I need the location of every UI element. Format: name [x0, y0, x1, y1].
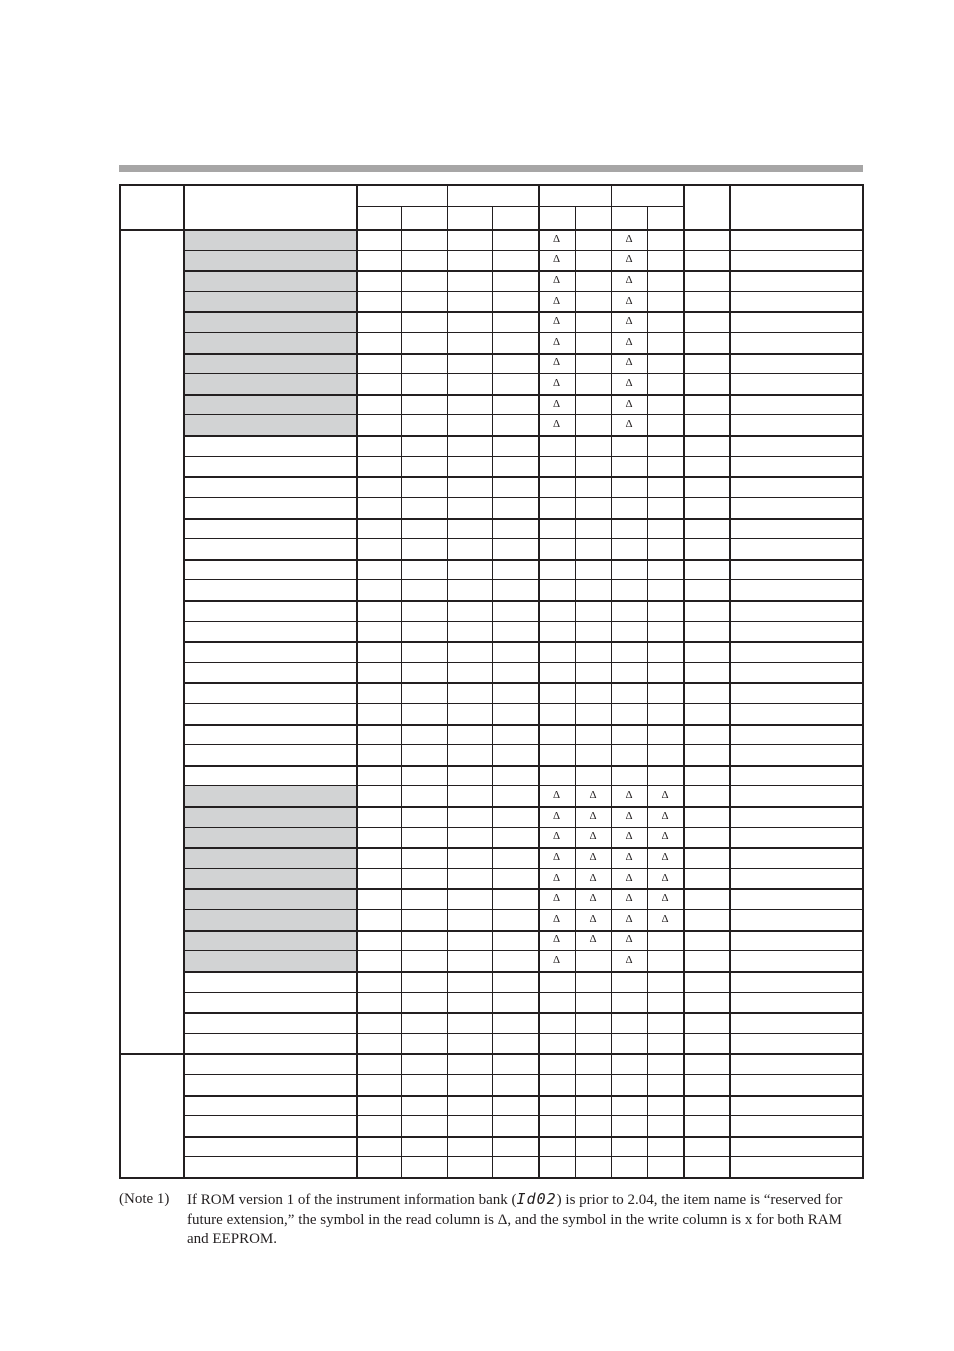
symbol-cell: Δ — [625, 912, 633, 925]
symbol-cell: Δ — [625, 933, 633, 946]
symbol-cell: Δ — [552, 315, 561, 328]
symbol-cell — [575, 579, 611, 600]
symbol-cell — [538, 497, 575, 518]
symbol-cell — [575, 662, 611, 683]
subheader-line — [356, 206, 683, 207]
footnote-text-before: If ROM version 1 of the instrument information bank ( — [187, 1192, 517, 1208]
symbol-cell — [647, 270, 683, 291]
shaded-item-cell — [184, 848, 356, 868]
symbol-cell: Δ — [552, 933, 561, 946]
footnote-text — [187, 1190, 864, 1250]
symbol-cell — [575, 476, 611, 497]
symbol-cell — [575, 518, 611, 539]
row-line — [183, 497, 863, 498]
symbol-cell — [647, 1115, 683, 1136]
symbol-cell — [647, 1053, 683, 1074]
symbol-cell — [647, 682, 683, 703]
row-line — [183, 806, 863, 808]
symbol-cell — [575, 353, 611, 374]
symbol-cell — [611, 579, 647, 600]
bank-code: Id02 — [516, 1190, 557, 1208]
symbol-cell — [647, 724, 683, 745]
symbol-cell: Δ — [589, 830, 597, 843]
symbol-cell — [611, 971, 647, 992]
symbol-cell: Δ — [661, 892, 669, 905]
table-border-bottom — [119, 1177, 864, 1179]
symbol-cell — [575, 373, 611, 394]
symbol-cell — [647, 559, 683, 580]
symbol-cell — [575, 744, 611, 765]
symbol-cell — [538, 1156, 575, 1177]
row-line — [183, 868, 863, 869]
symbol-cell — [611, 518, 647, 539]
symbol-cell — [647, 353, 683, 374]
shaded-item-cell — [184, 271, 356, 291]
row-line — [183, 518, 863, 520]
symbol-cell — [538, 435, 575, 456]
symbol-cell — [611, 662, 647, 683]
symbol-cell: Δ — [625, 232, 633, 245]
row-line — [183, 291, 863, 292]
symbol-cell — [647, 600, 683, 621]
shaded-item-cell — [184, 395, 356, 415]
row-line — [183, 332, 863, 333]
symbol-cell: Δ — [589, 912, 597, 925]
symbol-cell — [538, 682, 575, 703]
symbol-cell — [575, 394, 611, 415]
symbol-cell: Δ — [625, 274, 633, 286]
symbol-cell — [575, 765, 611, 786]
shaded-item-cell — [184, 910, 356, 930]
symbol-cell: Δ — [552, 356, 561, 369]
symbol-cell — [538, 518, 575, 539]
symbol-cell: Δ — [625, 418, 633, 431]
row-line — [183, 1095, 863, 1097]
row-line — [183, 1115, 863, 1116]
symbol-cell: Δ — [552, 418, 561, 431]
row-line — [183, 847, 863, 849]
symbol-cell: Δ — [661, 851, 669, 864]
shaded-item-cell — [184, 415, 356, 435]
symbol-cell — [538, 662, 575, 683]
symbol-cell — [575, 1115, 611, 1136]
shaded-item-cell — [184, 354, 356, 374]
row-line — [183, 373, 863, 374]
symbol-cell: Δ — [552, 232, 561, 245]
symbol-cell — [575, 435, 611, 456]
symbol-cell — [611, 682, 647, 703]
row-line — [183, 724, 863, 726]
shaded-item-cell — [184, 828, 356, 848]
symbol-cell — [647, 662, 683, 683]
symbol-cell — [647, 641, 683, 662]
symbol-cell: Δ — [552, 892, 561, 905]
symbol-cell: Δ — [589, 892, 597, 905]
symbol-cell — [611, 476, 647, 497]
symbol-cell: Δ — [661, 871, 669, 884]
symbol-cell — [538, 1053, 575, 1074]
symbol-cell — [538, 971, 575, 992]
symbol-cell: Δ — [552, 294, 561, 307]
symbol-cell — [647, 250, 683, 271]
symbol-cell — [538, 476, 575, 497]
symbol-cell — [575, 229, 611, 250]
shaded-item-cell — [184, 889, 356, 909]
row-line — [183, 785, 863, 786]
symbol-cell: Δ — [625, 294, 633, 307]
symbol-cell — [647, 414, 683, 435]
footnote-text-after: ) is prior to 2.04, the item name is “reserved for future extension,” the symbol in the read column is Δ, and the symbol in the write column is x for both RAM and EEPROM. — [187, 1192, 843, 1247]
symbol-cell: Δ — [589, 933, 597, 946]
symbol-cell — [611, 1074, 647, 1095]
symbol-cell — [575, 414, 611, 435]
symbol-cell — [647, 744, 683, 765]
symbol-cell — [538, 538, 575, 559]
row-line — [183, 1074, 863, 1075]
symbol-cell — [538, 724, 575, 745]
symbol-cell — [538, 600, 575, 621]
row-line — [183, 703, 863, 704]
symbol-cell — [538, 765, 575, 786]
symbol-cell: Δ — [552, 912, 561, 925]
subcolumn-line — [492, 206, 493, 1177]
symbol-cell — [611, 1115, 647, 1136]
row-line — [183, 621, 863, 622]
symbol-cell: Δ — [625, 335, 633, 348]
shaded-item-cell — [184, 786, 356, 806]
symbol-cell — [611, 992, 647, 1013]
symbol-cell: Δ — [661, 809, 669, 822]
symbol-cell — [538, 621, 575, 642]
symbol-cell: Δ — [661, 912, 669, 925]
symbol-cell — [647, 950, 683, 971]
row-line — [183, 1136, 863, 1138]
symbol-cell — [575, 332, 611, 353]
symbol-cell — [647, 456, 683, 477]
symbol-cell — [647, 311, 683, 332]
symbol-cell — [647, 291, 683, 312]
symbol-cell — [647, 476, 683, 497]
symbol-cell — [575, 538, 611, 559]
symbol-cell — [611, 765, 647, 786]
symbol-cell — [647, 1074, 683, 1095]
symbol-cell: Δ — [552, 954, 561, 967]
symbol-cell — [575, 497, 611, 518]
symbol-cell — [538, 1074, 575, 1095]
symbol-cell — [575, 1074, 611, 1095]
symbol-cell — [538, 456, 575, 477]
row-line — [183, 1033, 863, 1034]
symbol-cell — [647, 621, 683, 642]
symbol-cell: Δ — [552, 789, 561, 802]
symbol-cell: Δ — [661, 830, 669, 843]
symbol-cell: Δ — [589, 789, 597, 802]
symbol-cell: Δ — [552, 335, 561, 348]
symbol-cell — [611, 724, 647, 745]
subcolumn-line — [401, 206, 402, 1177]
symbol-cell: Δ — [625, 954, 633, 967]
symbol-cell — [575, 1053, 611, 1074]
row-line — [183, 311, 863, 313]
symbol-cell — [575, 724, 611, 745]
symbol-cell — [647, 538, 683, 559]
symbol-cell — [647, 332, 683, 353]
row-line — [183, 579, 863, 580]
symbol-cell: Δ — [625, 851, 633, 864]
shaded-item-cell — [184, 333, 356, 353]
symbol-cell — [647, 394, 683, 415]
symbol-cell — [538, 992, 575, 1013]
row-line — [183, 1156, 863, 1157]
symbol-cell — [575, 950, 611, 971]
symbol-cell — [575, 559, 611, 580]
symbol-cell: Δ — [625, 253, 633, 266]
symbol-cell — [611, 641, 647, 662]
symbol-cell: Δ — [625, 830, 633, 843]
symbol-cell: Δ — [625, 397, 633, 410]
symbol-cell — [575, 641, 611, 662]
symbol-cell: Δ — [552, 274, 561, 286]
shaded-item-cell — [184, 807, 356, 827]
symbol-cell — [647, 930, 683, 951]
symbol-cell — [575, 270, 611, 291]
symbol-cell: Δ — [552, 809, 561, 822]
symbol-cell — [647, 497, 683, 518]
symbol-cell: Δ — [589, 871, 597, 884]
row-line — [183, 641, 863, 643]
symbol-cell: Δ — [625, 809, 633, 822]
row-line — [183, 600, 863, 602]
symbol-cell — [647, 373, 683, 394]
symbol-cell — [611, 1156, 647, 1177]
symbol-cell — [611, 600, 647, 621]
symbol-cell — [647, 1095, 683, 1116]
symbol-cell: Δ — [625, 377, 633, 390]
shaded-item-cell — [184, 374, 356, 394]
symbol-cell — [647, 1012, 683, 1033]
symbol-cell — [611, 435, 647, 456]
row-line — [183, 930, 863, 932]
symbol-cell — [647, 992, 683, 1013]
symbol-cell: Δ — [625, 892, 633, 905]
symbol-cell — [647, 229, 683, 250]
symbol-cell — [575, 1156, 611, 1177]
shaded-item-cell — [184, 230, 356, 250]
symbol-cell — [647, 518, 683, 539]
symbol-cell — [538, 1033, 575, 1054]
shaded-item-cell — [184, 312, 356, 332]
row-line — [183, 559, 863, 561]
symbol-cell: Δ — [625, 871, 633, 884]
symbol-cell — [611, 621, 647, 642]
symbol-cell — [538, 703, 575, 724]
shaded-item-cell — [184, 931, 356, 951]
symbol-cell — [575, 703, 611, 724]
symbol-cell — [611, 559, 647, 580]
symbol-cell — [611, 1033, 647, 1054]
symbol-cell — [538, 579, 575, 600]
symbol-cell — [575, 1012, 611, 1033]
row-line — [183, 950, 863, 951]
symbol-cell — [575, 621, 611, 642]
symbol-cell — [575, 1033, 611, 1054]
symbol-cell — [647, 971, 683, 992]
shaded-item-cell — [184, 951, 356, 971]
symbol-cell: Δ — [589, 851, 597, 864]
symbol-cell — [575, 600, 611, 621]
row-line — [183, 744, 863, 745]
shaded-item-cell — [184, 869, 356, 889]
row-line — [119, 1053, 863, 1055]
symbol-cell: Δ — [625, 315, 633, 328]
symbol-cell — [647, 1156, 683, 1177]
symbol-cell — [611, 1136, 647, 1157]
symbol-cell — [575, 456, 611, 477]
symbol-cell — [575, 291, 611, 312]
row-line — [183, 476, 863, 478]
symbol-cell: Δ — [625, 356, 633, 369]
row-line — [183, 456, 863, 457]
symbol-cell: Δ — [552, 397, 561, 410]
symbol-cell: Δ — [625, 789, 633, 802]
table-border-left — [119, 184, 121, 1179]
symbol-cell — [575, 1136, 611, 1157]
symbol-cell: Δ — [552, 871, 561, 884]
symbol-cell — [575, 1095, 611, 1116]
row-line — [183, 765, 863, 767]
symbol-cell — [538, 641, 575, 662]
symbol-cell — [575, 992, 611, 1013]
symbol-cell — [611, 744, 647, 765]
row-line — [183, 353, 863, 355]
shaded-item-cell — [184, 292, 356, 312]
row-line — [183, 250, 863, 251]
symbol-cell: Δ — [552, 851, 561, 864]
symbol-cell — [647, 765, 683, 786]
symbol-cell: Δ — [552, 377, 561, 390]
symbol-cell — [647, 1136, 683, 1157]
symbol-cell — [575, 682, 611, 703]
symbol-cell — [611, 538, 647, 559]
row-line — [183, 538, 863, 539]
symbol-cell — [538, 1136, 575, 1157]
symbol-cell — [538, 744, 575, 765]
symbol-cell — [575, 971, 611, 992]
symbol-cell: Δ — [552, 253, 561, 266]
footnote-label: (Note 1) — [119, 1191, 170, 1207]
symbol-cell — [538, 1095, 575, 1116]
symbol-cell — [611, 1012, 647, 1033]
symbol-cell — [611, 456, 647, 477]
symbol-cell — [647, 1033, 683, 1054]
symbol-cell — [647, 703, 683, 724]
row-line — [183, 888, 863, 890]
row-line — [183, 662, 863, 663]
symbol-cell — [575, 250, 611, 271]
row-line — [183, 971, 863, 973]
symbol-cell: Δ — [661, 789, 669, 802]
row-line — [183, 992, 863, 993]
row-line — [183, 682, 863, 684]
symbol-cell — [647, 435, 683, 456]
symbol-cell — [538, 1115, 575, 1136]
symbol-cell — [647, 579, 683, 600]
symbol-cell — [611, 1095, 647, 1116]
row-line — [183, 270, 863, 272]
row-line — [183, 414, 863, 415]
symbol-cell — [538, 1012, 575, 1033]
symbol-cell: Δ — [552, 830, 561, 843]
symbol-cell: Δ — [589, 809, 597, 822]
row-line — [183, 909, 863, 910]
symbol-cell — [611, 703, 647, 724]
symbol-cell — [538, 559, 575, 580]
table-border-top — [119, 184, 864, 186]
row-line — [183, 394, 863, 396]
row-line — [183, 1012, 863, 1014]
shaded-item-cell — [184, 251, 356, 271]
row-line — [183, 827, 863, 828]
symbol-cell — [575, 311, 611, 332]
symbol-cell — [611, 497, 647, 518]
row-line — [183, 435, 863, 437]
symbol-cell — [611, 1053, 647, 1074]
